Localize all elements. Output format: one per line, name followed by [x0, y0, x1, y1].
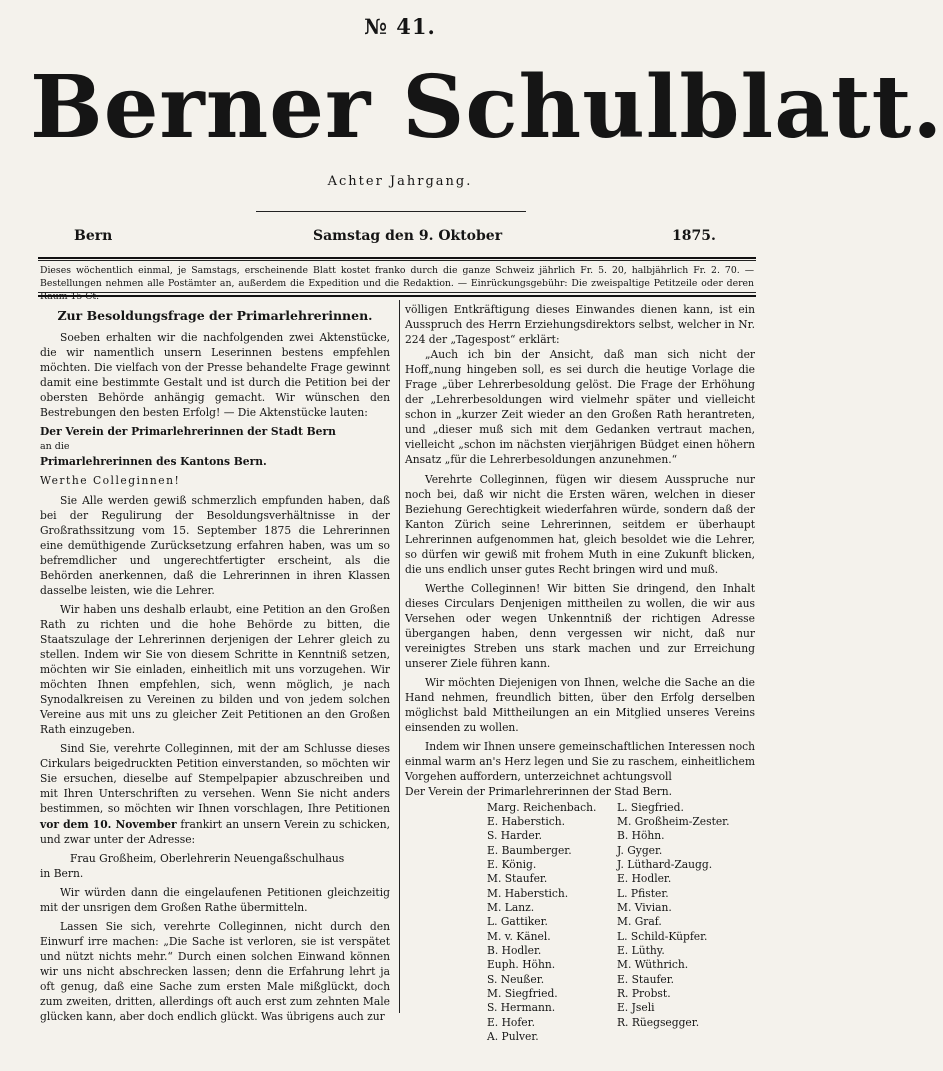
deadline-text: vor dem 10. November [40, 817, 177, 831]
signatory-name [617, 1030, 767, 1044]
letter-paragraph-5: Lassen Sie sich, verehrte Colleginnen, nicht durch den Einwurf irre machen: „Die Sache ist verloren, sie ist verspätet und nützt nichts mehr.“ Durch einen solchen Einwand können wir uns nicht abschrecken lassen; denn die Erfahrung lehrt ja oft genug, daß eine Sache zum ersten Male mißglückt, doch zum zweiten, dritten, allerdings oft auch erst zum zehnten Male glücken kann, aber doch endlich glückt. Was übrigens auch zur [40, 919, 390, 1024]
letter-connector: an die [40, 441, 70, 453]
signatory-name: L. Siegfried. [617, 800, 684, 814]
signatory-name: M. Wüthrich. [617, 958, 689, 972]
signatory-name: L. Gattiker. [487, 915, 548, 929]
dateline [40, 228, 755, 248]
signatory-name: E. Lüthy. [617, 943, 665, 957]
masthead-subtitle: Achter Jahrgang. [327, 174, 473, 189]
article-headline: Zur Besoldungsfrage der Primarlehrerinnen. [57, 308, 373, 323]
signatory-name: S. Harder. [487, 829, 543, 843]
column-divider [399, 300, 400, 1013]
signatory-name: M. Lanz. [487, 900, 535, 914]
signatory-name: E. Hodler. [617, 872, 672, 886]
signatory-name: M. Vivian. [617, 900, 672, 914]
signatory-name: M. Staufer. [487, 872, 548, 886]
signatory-list [487, 801, 755, 1045]
signatory-name: E. Staufer. [617, 972, 675, 986]
signatory-name: J. Gyger. [617, 843, 663, 857]
rule-bottom [38, 295, 756, 297]
signatory-name: L. Schild-Küpfer. [617, 929, 708, 943]
signature-heading: Der Verein der Primarlehrerinnen der Stad Bern. [405, 785, 673, 799]
signatory-name: Euph. Höhn. [487, 958, 556, 972]
masthead-rule [256, 211, 526, 212]
signatory-name: Marg. Reichenbach. [487, 800, 597, 814]
letter-paragraph-3: Sind Sie, verehrte Colleginnen, mit der am Schlusse dieses Cirkulars beigedruckten Petition einverstanden, so möchten wir Sie ersuchen, dieselbe auf Stempelpapier abzuschreiben und mit Ihren Unterschriften zu versehen. Wenn Sie nicht anders bestimmen, so möchten wir Ihnen vorschlagen, Ihre Petitionen vor dem 10. November frankirt an unsern Verein zu schicken, und zwar unter der Adresse: [40, 742, 390, 846]
signatory-name: B. Hodler. [487, 943, 542, 957]
letter-salutation: Werthe Colleginnen! [40, 474, 181, 488]
letter-sender: Der Verein der Primarlehrerinnen der Stadt Bern [40, 425, 336, 439]
signatory-name: S. Hermann. [487, 1001, 556, 1015]
dateline-year: 1875. [672, 228, 716, 244]
signatory-name: M. Haberstich. [487, 886, 569, 900]
signatory-name: E. Jseli [617, 1001, 655, 1015]
signatory-name: L. Pfister. [617, 886, 669, 900]
signatory-name: M. Großheim-Zester. [617, 814, 730, 828]
subscription-notice: Dieses wöchentlich einmal, je Samstags, erscheinende Blatt kostet franko durch die ganze Schweiz jährlich Fr. 5. 20, halbjährlich Fr. 2. 70. — Bestellungen nehmen alle Postämter an, außerdem die Expedition und die Redaktion. — Einrückungsgebühr: Die zweispaltige Petitzeile oder deren Raum 15 Ct. [40, 265, 754, 302]
dateline-place: Bern [74, 228, 113, 244]
right-paragraph-4: Wir möchten Diejenigen von Ihnen, welche die Sache an die Hand nehmen, freundlich bitten, über den Erfolg derselben möglichst bald Mittheilungen an ein Mitglied unseres Vereins einsenden zu wollen. [405, 676, 755, 735]
signatory-name: A. Pulver. [487, 1030, 539, 1043]
letter-paragraph-4: Wir würden dann die eingelaufenen Petitionen gleichzeitig mit der unsrigen dem Großen Rathe übermitteln. [40, 885, 390, 914]
signatory-name: E. Baumberger. [487, 843, 572, 857]
rule-bottom-inner [38, 292, 756, 293]
signatory-name: S. Neußer. [487, 972, 545, 986]
signatory-name: E. Haberstich. [487, 814, 566, 828]
right-column [405, 302, 755, 1044]
rule-top [38, 257, 756, 259]
right-paragraph-3: Werthe Colleginnen! Wir bitten Sie dringend, den Inhalt dieses Circulars Denjenigen mittheilen zu wollen, die wir aus Versehen oder wegen Unkenntniß der richtigen Adresse übergangen haben, denn vergessen wir nicht, daß nur vereinigtes Streben uns stark machen und zur Erreichung unserer Ziele führen kann. [405, 581, 755, 671]
article-intro: Soeben erhalten wir die nachfolgenden zwei Aktenstücke, die wir namentlich unsern Leserinnen bestens empfehlen möchten. Die vielfach von der Presse behandelte Frage gewinnt damit eine bestimmte Gestalt und ist durch die Petition bei der obersten Behörde anhängig gemacht. Wir wünschen den Bestrebungen den besten Erfolg! — Die Aktenstücke lauten: [40, 331, 390, 420]
signatory-name: R. Probst. [617, 986, 671, 1000]
signatory-name: E. Hofer. [487, 1015, 535, 1029]
issue-number: № 41. [364, 14, 436, 39]
signatory-name: E. König. [487, 857, 537, 871]
signatory-name: J. Lüthard-Zaugg. [617, 857, 713, 871]
signatory-name: R. Rüegsegger. [617, 1015, 700, 1029]
masthead-title: Berner Schulblatt. [30, 57, 943, 158]
signatory-name: M. Siegfried. [487, 986, 558, 1000]
left-column [40, 308, 390, 1024]
right-paragraph-2: Verehrte Colleginnen, fügen wir diesem Ausspruche nur noch bei, daß wir nicht die Ersten wären, welchen in dieser Beziehung Gerechtigkeit wiederfahren würde, sondern daß der Kanton Zürich seine Lehrerinnen, seitdem er überhaupt Lehrerinnen aufgenommen hat, gleich besoldet wie die Lehrer, so dürfen wir gewiß mit frohem Muth in eine Zukunft blicken, die uns endlich unser gutes Recht bringen wird und muß. [405, 472, 755, 576]
right-paragraph-1: völligen Entkräftigung dieses Einwandes dienen kann, ist ein Ausspruch des Herrn Erziehungsdirektors selbst, welcher in Nr. 224 der „Tagespost“ erklärt: [405, 303, 755, 347]
letter-paragraph-1: Sie Alle werden gewiß schmerzlich empfunden haben, daß bei der Regulirung der Besoldungsverhältnisse in der Großrathssitzung vom 15. September 1875 die Lehrerinnen eine demüthigende Zurücksetzung erfahren haben, was um so befremdlicher und ungerechtfertigter erscheint, als die Behörden anerkennen, daß die Lehrerinnen in ihren Klassen dasselbe leisten, wie die Lehrer. [40, 493, 390, 597]
dateline-date: Samstag den 9. Oktober [313, 228, 503, 244]
director-quote: „Auch ich bin der Ansicht, daß man sich nicht der Hoff„nung hingeben soll, es sei durch die heutige Vorlage die Frage „über Lehrerbesoldung gelöst. Die Frage der Erhöhung der „Lehrerbesoldungen wird vielmehr später und vielleicht schon in „kurzer Zeit wieder an den Großen Rath herantreten, und „dieser muß sich mit dem Gedanken vertraut machen, vielleicht „schon im nächsten vierjährigen Büdget einen höhern Ansatz „für die Lehrerbesoldungen anzunehmen.“ [405, 348, 755, 467]
letter-paragraph-2: Wir haben uns deshalb erlaubt, eine Petition an den Großen Rath zu richten und die hohe Behörde zu bitten, die Staatszulage der Lehrerinnen derjenigen der Lehrer gleich zu stellen. Indem wir Sie von diesem Schritte in Kenntniß setzen, möchten wir Sie einladen, einheitlich mit uns vorzugehen. Wir möchten Ihnen empfehlen, sich, wenn möglich, je nach Synodalkreisen zu Vereinen zu bilden und von jedem solchen Vereine aus mit uns zu gleicher Zeit Petitionen an den Großen Rath einzugeben. [40, 602, 390, 737]
letter-recipient: Primarlehrerinnen des Kantons Bern. [40, 455, 267, 469]
right-paragraph-5: Indem wir Ihnen unsere gemeinschaftlichen Interessen noch einmal warm an's Herz legen und Sie zu raschem, einheitlichem Vorgehen auffordern, unterzeichnet achtungsvoll [405, 740, 756, 784]
address-city: in Bern. [40, 866, 84, 880]
signatory-name: M. Graf. [617, 915, 662, 929]
address-line: Frau Großheim, Oberlehrerin Neuengaßschulhaus [70, 851, 345, 865]
rule-top-inner [38, 260, 756, 261]
signatory-name: M. v. Känel. [487, 929, 551, 943]
signatory-name: B. Höhn. [617, 829, 665, 843]
